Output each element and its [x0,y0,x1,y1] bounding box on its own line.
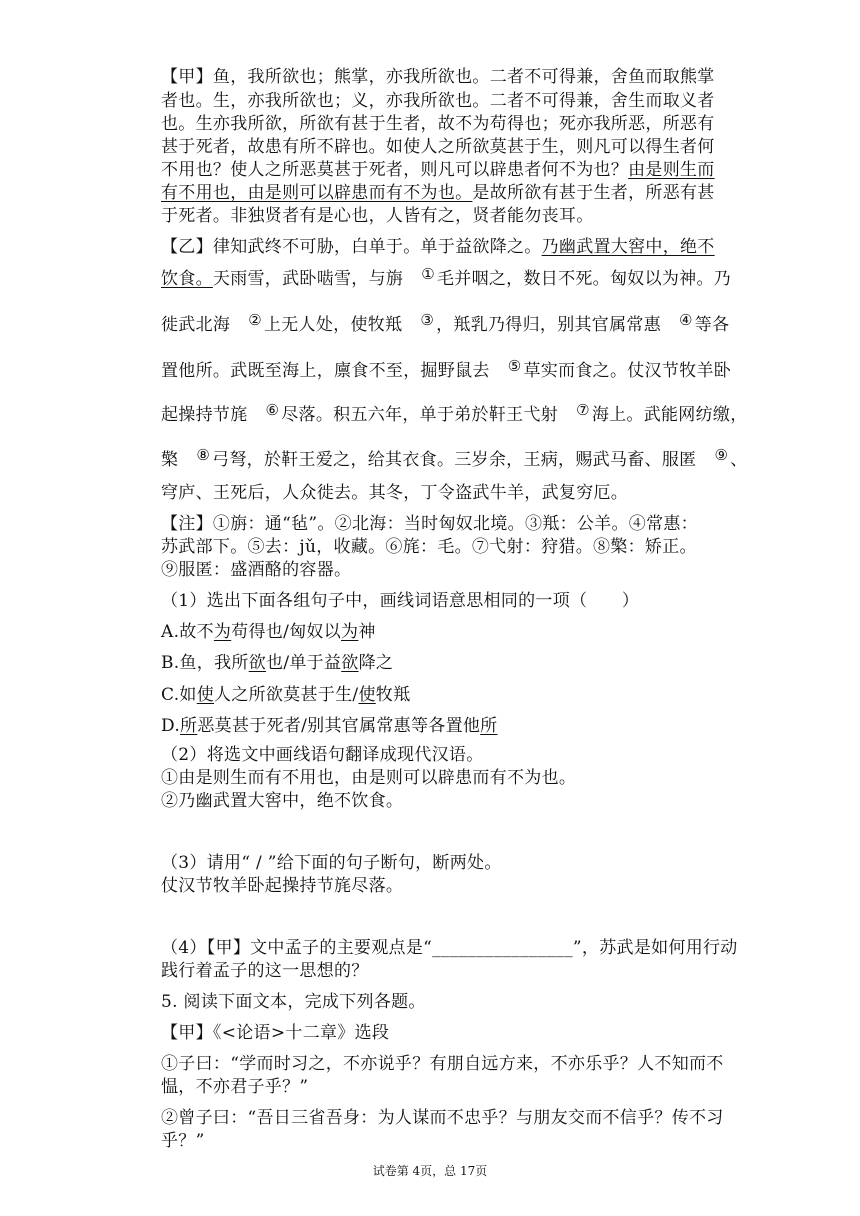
question-1-option-a[interactable]: A.故不为苟得也/匈奴以为神 [161,622,376,642]
footnote-marker: ② [248,311,262,329]
question-3-sentence: 仗汉节牧羊卧起操持节旄尽落。 [161,876,404,896]
lunyu-para-1-line-1: ①子曰：“学而时习之，不亦说乎？有朋自远方来，不亦乐乎？人不知而不 [161,1054,724,1074]
passage-jia-line-6: 有不用也，由是则可以辟患而有不为也。是故所欲有甚于生者，所恶有甚 [161,183,715,203]
passage-yi-line-1: 【乙】律知武终不可胁，白单于。单于益欲降之。乃幽武置大窖中，绝不 [161,237,715,257]
passage-yi-line-7: 穹庐、王死后，人众徙去。其冬，丁令盗武牛羊，武复穷厄。 [161,483,629,503]
lunyu-para-1-line-2: 愠，不亦君子乎？” [161,1077,309,1097]
answer-blank[interactable]: ________________ [432,938,573,958]
question-1-option-b[interactable]: B.鱼，我所欲也/单于益欲降之 [161,653,394,673]
footnote-marker: ④ [679,311,693,329]
notes-line-1: 【注】①旃：通“毡”。②北海：当时匈奴北境。③羝：公羊。④常惠： [161,514,698,534]
notes-line-2: 苏武部下。⑤去：jǔ，收藏。⑥旄：毛。⑦弋射：狩猎。⑧檠：矫正。 [161,537,697,557]
footnote-marker: ⑥ [265,401,280,419]
passage-yi-line-5: 起操持节旄 ⑥ 尽落。积五六年，单于弟於靬王弋射 ⑦ 海上。武能网纺缴， [161,401,748,425]
passage-yi-line-3: 徙武北海 ② 上无人处，使牧羝 ③ ，羝乳乃得归，别其官属常惠 ④ 等各 [161,311,730,335]
passage-jia-line-5: 不用也？使人之所恶莫甚于死者，则凡可以辟患者何不为也？由是则生而 [161,160,715,180]
lunyu-para-2-line-1: ②曾子曰：“吾日三省吾身：为人谋而不忠乎？与朋友交而不信乎？传不习 [161,1108,724,1128]
passage-yi-line-4: 置他所。武既至海上，廪食不至，掘野鼠去 ⑤ 草实而食之。仗汉节牧羊卧 [161,357,732,381]
question-4-line-2: 践行着孟子的这一思想的？ [161,961,369,981]
question-2-stem: （2）将选文中画线语句翻译成现代汉语。 [161,745,484,765]
question-5-title: 【甲】《<论语>十二章》选段 [161,1023,390,1043]
underlined-sentence: 有不用也，由是则可以辟患而有不为也。 [161,183,473,203]
footnote-marker: ⑦ [576,401,590,419]
footnote-marker: ⑨ [714,446,729,464]
footnote-marker: ⑤ [507,357,522,375]
question-1-option-d[interactable]: D.所恶莫甚于死者/别其官属常惠等各置他所 [161,716,498,736]
lunyu-para-2-line-2: 乎？” [161,1131,205,1151]
footnote-marker: ⑧ [196,446,211,464]
footnote-marker: ① [421,265,435,283]
underlined-sentence: 饮食。 [161,269,213,289]
passage-yi-line-2: 饮食。天雨雪，武卧啮雪，与旃 ① 毛并咽之，数日不死。匈奴以为神。乃 [161,265,732,289]
footnote-marker: ③ [420,311,435,329]
underlined-sentence: 由是则生而 [628,160,715,180]
question-1-stem: （1）选出下面各组句子中，画线词语意思相同的一项（ ） [161,591,640,611]
passage-jia-line-2: 者也。生，亦我所欲也；义，亦我所欲也。二者不可得兼，舍生而取义者 [161,91,715,111]
question-1-option-c[interactable]: C.如使人之所欲莫甚于生/使牧羝 [161,685,411,705]
passage-jia-line-1: 【甲】鱼，我所欲也；熊掌，亦我所欲也。二者不可得兼，舍鱼而取熊掌 [161,67,715,87]
passage-yi-line-6: 檠 ⑧ 弓弩，於靬王爱之，给其衣食。三岁余，王病，赐武马畜、服匿 ⑨ 、 [161,446,748,470]
question-2-sentence-2: ②乃幽武置大窖中，绝不饮食。 [161,791,404,811]
question-3-stem: （3）请用“ / ”给下面的句子断句，断两处。 [161,853,502,873]
underlined-sentence: 乃幽武置大窖中，绝不 [541,237,715,257]
question-2-sentence-1: ①由是则生而有不用也，由是则可以辟患而有不为也。 [161,768,577,788]
question-5-stem: 5. 阅读下面文本，完成下列各题。 [161,992,426,1012]
question-4-line-1: （4）【甲】文中孟子的主要观点是“________________”，苏武是如何用行动 [161,938,738,958]
notes-line-3: ⑨服匿：盛酒酪的容器。 [161,560,352,580]
page-footer: 试卷第 4页，总 17页 [372,1164,488,1178]
passage-jia-line-7: 于死者。非独贤者有是心也，人皆有之，贤者能勿丧耳。 [161,206,594,226]
passage-jia-line-4: 甚于死者，故患有所不辟也。如使人之所欲莫甚于生，则凡可以得生者何 [161,137,715,157]
passage-jia-line-3: 也。生亦我所欲，所欲有甚于生者，故不为苟得也；死亦我所恶，所恶有 [161,114,715,134]
